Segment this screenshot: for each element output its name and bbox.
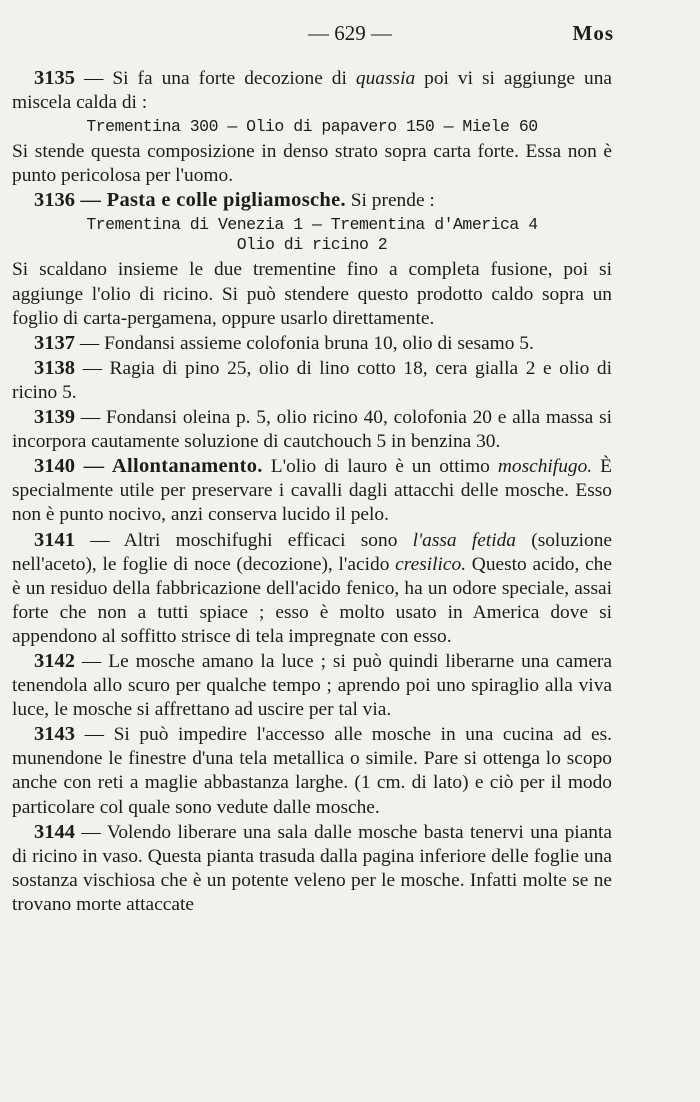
page-header	[0, 18, 700, 48]
entry-text: (soluzione nell'aceto), le foglie di noce (decozione), l'acido	[12, 529, 613, 575]
entry-3138	[12, 356, 612, 405]
entry-text: Volendo liberare una sala dalle mosche basta tenervi una pianta di ricino in vaso. Questa pianta trasuda dalla pagina inferiore delle foglie una sostanza vischiosa che è un potente veleno per le mosche. Infatti molte se ne trovano morte attaccate	[12, 821, 612, 915]
formula-line: Trementina 300 — Olio di papavero 150 — Miele 60	[86, 117, 538, 137]
entry-paragraph	[12, 454, 612, 527]
entry-dash: —	[75, 407, 106, 429]
entry-dash: —	[75, 189, 107, 212]
formula-line: Trementina di Venezia 1 — Trementina d'America 4	[86, 215, 538, 235]
entry-number: 3139	[34, 406, 75, 429]
entry-text: Questo acido, che è un residuo della fabbricazione dell'acido fenico, ha un odore speciale, assai forte che non a tutti spiace ; esso è molto usato in America dove si appendono al soffitto strisce di tela impregnate con esso.	[12, 553, 612, 647]
entry-paragraph	[12, 188, 612, 213]
entry-dash: —	[75, 821, 107, 843]
entry-paragraph	[12, 66, 612, 115]
entry-italic: moschifugo.	[497, 456, 593, 478]
entry-number: 3144	[34, 820, 75, 843]
entry-italic: cresilico.	[395, 553, 467, 575]
entry-3140	[12, 454, 612, 527]
entry-text: È specialmente utile per preservare i cavalli dagli attacchi delle mosche. Esso non è punto nocivo, anzi conserva lucido il pelo.	[12, 456, 612, 526]
entry-text: Fondansi oleina p. 5, olio ricino 40, colofonia 20 e alla massa si incorpora cautamente soluzione di cautchouch 5 in benzina 30.	[12, 407, 613, 453]
entry-dash: —	[75, 529, 124, 551]
entry-3142	[12, 649, 612, 722]
entry-3135	[12, 66, 612, 188]
entry-dash: —	[75, 332, 105, 354]
entry-text: Altri moschifughi efficaci sono	[123, 529, 413, 551]
entry-number: 3140	[34, 455, 75, 478]
page-number: — 629 —	[308, 21, 392, 45]
formula	[12, 215, 612, 255]
entry-title: Pasta e colle pigliamosche.	[106, 189, 346, 212]
entry-text: Fondansi assieme colofonia bruna 10, olio di sesamo 5.	[104, 332, 534, 354]
formula-line: Olio di ricino 2	[236, 235, 388, 255]
entry-text: poi vi si aggiunge una miscela calda di :	[12, 68, 613, 114]
entry-title: Allontanamento.	[111, 455, 263, 478]
entry-paragraph	[12, 722, 612, 819]
entry-number: 3136	[34, 189, 75, 212]
entry-text: Si può impedire l'accesso alle mosche in una cucina ad es. munendone le finestre d'una tela metallica o simile. Pare si ottenga lo scopo anche con reti a maglie abbastanza larghe. (1 cm. di lato) e ciò per il modo particolare col quale sono vedute dalle mosche.	[12, 724, 612, 818]
entry-text: L'olio di lauro è un ottimo	[262, 456, 498, 478]
entry-paragraph	[12, 405, 612, 454]
entry-number: 3141	[34, 528, 75, 551]
entry-dash: —	[75, 650, 109, 672]
entry-3141	[12, 528, 612, 649]
entry-text: Si prende :	[345, 190, 435, 212]
entry-dash: —	[75, 68, 113, 89]
entry-dash: —	[75, 724, 114, 746]
formula	[12, 117, 612, 137]
entry-italic: quassia	[355, 68, 416, 89]
entry-dash: —	[75, 357, 110, 379]
entry-text: Si fa una forte decozione di	[112, 68, 356, 89]
page-body	[12, 66, 612, 917]
entry-3136	[12, 188, 612, 330]
running-head: Mos	[572, 21, 614, 45]
entry-dash: —	[75, 455, 112, 478]
entry-paragraph	[12, 528, 612, 649]
entry-paragraph	[12, 820, 612, 917]
entry-number: 3143	[34, 723, 75, 746]
entry-number: 3135	[34, 67, 75, 89]
entry-paragraph	[12, 356, 612, 405]
entry-paragraph	[12, 331, 612, 356]
entry-paragraph	[12, 649, 612, 722]
entry-3143	[12, 722, 612, 819]
entry-3137	[12, 331, 612, 356]
entry-3139	[12, 405, 612, 454]
entry-continuation: Si stende questa composizione in denso strato sopra carta forte. Essa non è punto pericolosa per l'uomo.	[12, 141, 612, 187]
entry-text: Le mosche amano la luce ; si può quindi liberarne una camera tenendola allo scuro per qualche tempo ; aprendo poi uno spiraglio alla viva luce, le mosche si affrettano ad uscire per tal via.	[12, 650, 612, 721]
entry-3144	[12, 820, 612, 917]
entry-number: 3142	[34, 649, 75, 672]
entry-number: 3137	[34, 331, 75, 354]
entry-italic: l'assa fetida	[412, 529, 517, 551]
entry-number: 3138	[34, 356, 75, 379]
entry-continuation: Si scaldano insieme le due trementine fino a completa fusione, poi si aggiunge l'olio di ricino. Si può stendere questo prodotto caldo sopra un foglio di carta-pergamena, oppure usarlo direttamente.	[12, 259, 612, 329]
entry-text: Ragia di pino 25, olio di lino cotto 18, cera gialla 2 e olio di ricino 5.	[12, 357, 612, 403]
